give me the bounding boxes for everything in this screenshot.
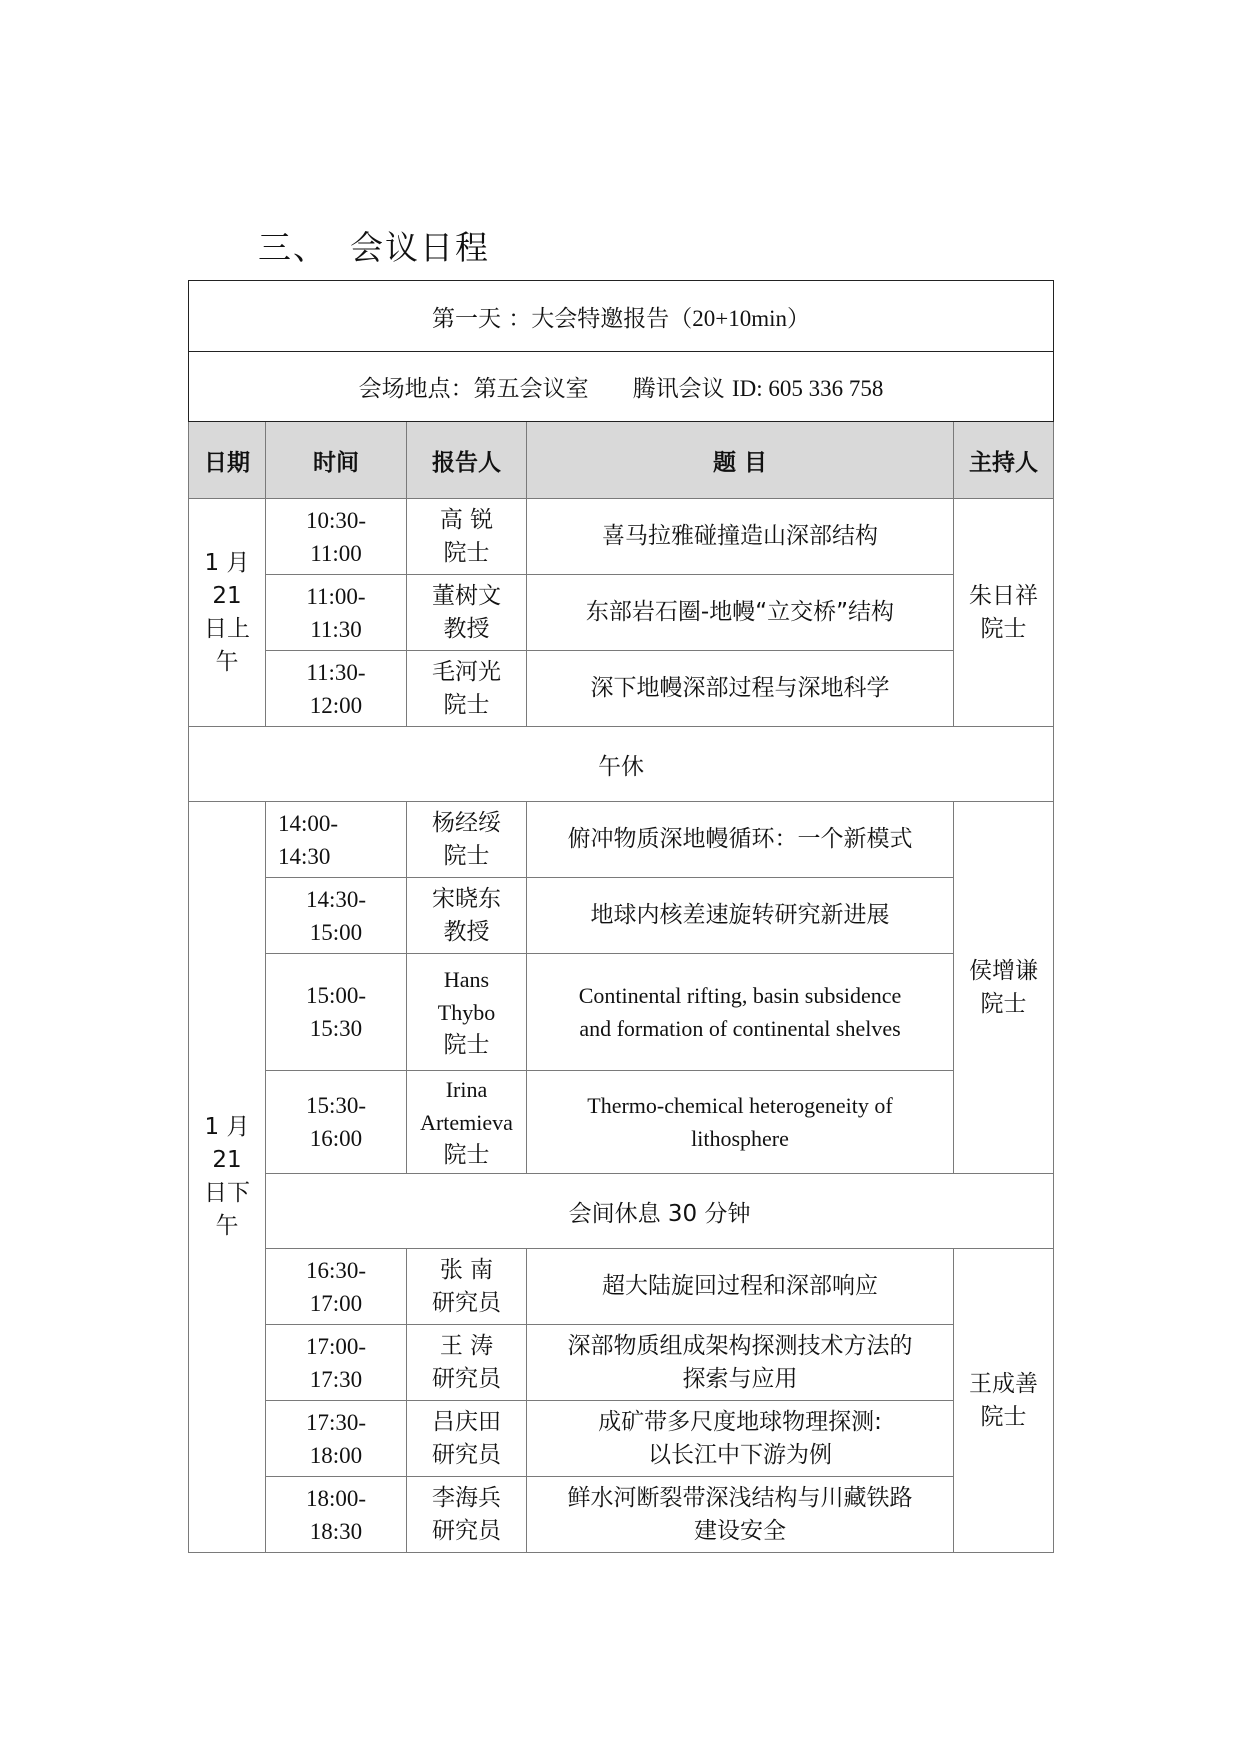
banner-venue-row: [189, 352, 1054, 422]
date-cell-line: 日上: [204, 615, 250, 642]
speaker-line: 院士: [443, 1031, 490, 1058]
host-cell-line: 朱日祥: [969, 582, 1038, 609]
session-topic: [527, 954, 954, 1071]
time-line: 14:30-: [305, 886, 367, 912]
topic-line: Thermo-chemical heterogeneity of: [587, 1093, 893, 1118]
section-number: 三、: [258, 228, 328, 267]
session-speaker: [407, 499, 527, 575]
venue-info: [189, 352, 1054, 422]
speaker-line: 院士: [443, 539, 490, 566]
session-topic: [527, 575, 954, 651]
session-speaker: [407, 651, 527, 727]
session-row: [189, 802, 1054, 878]
time-line: 17:00: [309, 1290, 363, 1316]
host-cell-line: 院士: [980, 990, 1027, 1017]
topic-line: and formation of continental shelves: [579, 1016, 901, 1041]
host-cell-line: 院士: [980, 1403, 1027, 1430]
topic-line: 地球内核差速旋转研究新进展: [590, 902, 890, 928]
session-topic: [527, 878, 954, 954]
speaker-line: 教授: [443, 918, 490, 945]
session-row: [189, 499, 1054, 575]
session-time: [266, 1325, 407, 1401]
session-time: [266, 499, 407, 575]
session-time: [266, 878, 407, 954]
host-cell: [954, 499, 1054, 727]
venue-label: 会场地点：第五会议室: [358, 376, 589, 402]
time-line: 17:30-: [305, 1409, 367, 1435]
session-topic: [527, 1401, 954, 1477]
time-line: 17:00-: [305, 1333, 367, 1359]
session-row: [189, 575, 1054, 651]
meeting-id: ID: 605 336 758: [731, 376, 884, 401]
header-host: 主持人: [954, 422, 1054, 499]
session-row: [189, 954, 1054, 1071]
topic-line: 探索与应用: [682, 1365, 798, 1392]
speaker-line: Irina: [445, 1076, 488, 1102]
speaker-line: 王 涛: [439, 1332, 494, 1359]
header-speaker: 报告人: [407, 422, 527, 499]
host-cell-line: 王成善: [969, 1370, 1038, 1397]
header-row: [189, 422, 1054, 499]
speaker-line: 院士: [443, 691, 490, 718]
session-time: [266, 1477, 407, 1553]
schedule-table: [188, 280, 1054, 1553]
session-speaker: [407, 802, 527, 878]
session-topic: [527, 651, 954, 727]
date-cell-line: 21: [212, 1147, 242, 1173]
session-time: [266, 1401, 407, 1477]
topic-line: 深部物质组成架构探测技术方法的: [567, 1332, 913, 1359]
time-line: 10:30-: [305, 507, 367, 533]
session-row: [189, 1325, 1054, 1401]
time-line: 11:30: [310, 616, 362, 642]
topic-line: 以长江中下游为例: [648, 1441, 832, 1468]
date-cell-line: 午: [215, 1213, 239, 1239]
date-cell: [189, 802, 266, 1553]
session-speaker: [407, 575, 527, 651]
day-title-text: 第一天 ：大会特邀报告（: [431, 305, 693, 332]
speaker-line: 教授: [443, 615, 490, 642]
session-topic: [527, 1325, 954, 1401]
host-cell-line: 侯增谦: [969, 957, 1038, 984]
speaker-line: 李海兵: [432, 1484, 501, 1511]
time-line: 14:30: [278, 843, 331, 869]
topic-line: 建设安全: [694, 1517, 786, 1544]
time-line: 11:30-: [306, 659, 366, 685]
speaker-line: 吕庆田: [432, 1408, 501, 1435]
speaker-line: 董树文: [432, 582, 501, 609]
speaker-line: 院士: [443, 842, 490, 869]
session-speaker: [407, 878, 527, 954]
session-time: [266, 1071, 407, 1174]
time-line: 18:00: [309, 1442, 363, 1468]
session-row: [189, 878, 1054, 954]
topic-line: 俯冲物质深地幔循环：一个新模式: [567, 826, 913, 852]
session-speaker: [407, 954, 527, 1071]
speaker-line: Artemieva: [420, 1109, 513, 1135]
session-topic: [527, 1477, 954, 1553]
session-topic: [527, 1249, 954, 1325]
session-row: [189, 1477, 1054, 1553]
speaker-line: 毛河光: [432, 658, 501, 685]
speaker-line: 院士: [443, 1141, 490, 1168]
time-line: 17:30: [309, 1366, 363, 1392]
mid-break-row: [189, 1174, 1054, 1249]
date-cell: [189, 499, 266, 727]
topic-line: 成矿带多尺度地球物理探测:: [598, 1408, 882, 1435]
topic-line: 喜马拉雅碰撞造山深部结构: [602, 523, 878, 549]
meeting-label: 腾讯会议: [632, 376, 725, 402]
day-title-close: ）: [787, 305, 811, 332]
time-line: 16:00: [309, 1126, 363, 1151]
speaker-line: 张 南: [439, 1256, 494, 1283]
session-row: [189, 651, 1054, 727]
header-topic: 题 目: [527, 422, 954, 499]
banner-day-row: [189, 281, 1054, 352]
header-time: 时间: [266, 422, 407, 499]
speaker-line: 高 锐: [439, 506, 494, 533]
lunch-break-row: [189, 727, 1054, 802]
section-title: [258, 222, 490, 269]
speaker-line: 研究员: [432, 1289, 501, 1316]
session-topic: [527, 1071, 954, 1174]
host-cell: [954, 802, 1054, 1174]
topic-line: 深下地幔深部过程与深地科学: [590, 675, 890, 701]
time-line: 14:00-: [278, 810, 339, 836]
session-row: [189, 1071, 1054, 1174]
session-speaker: [407, 1249, 527, 1325]
section-heading: 会议日程: [350, 228, 490, 267]
time-line: 18:00-: [305, 1485, 367, 1511]
time-line: 15:30: [309, 1016, 363, 1041]
lunch-break: 午休: [189, 727, 1054, 802]
date-cell-line: 日下: [204, 1180, 250, 1206]
session-time: [266, 575, 407, 651]
session-speaker: [407, 1325, 527, 1401]
day-title: [189, 281, 1054, 352]
topic-line: lithosphere: [691, 1126, 789, 1151]
session-time: [266, 954, 407, 1071]
session-time: [266, 1249, 407, 1325]
time-line: 15:30-: [305, 1093, 367, 1118]
session-topic: [527, 499, 954, 575]
time-line: 12:00: [309, 692, 363, 718]
date-cell-line: 1 月: [204, 549, 250, 576]
speaker-line: 研究员: [432, 1517, 501, 1544]
time-line: 11:00: [310, 540, 362, 566]
mid-break: 会间休息 30 分钟: [266, 1174, 1054, 1249]
session-row: [189, 1249, 1054, 1325]
session-topic: [527, 802, 954, 878]
date-cell-line: 1 月: [204, 1114, 250, 1140]
time-line: 16:30-: [305, 1257, 367, 1283]
speaker-line: 杨经绥: [432, 809, 501, 836]
session-speaker: [407, 1071, 527, 1174]
speaker-line: Hans: [443, 966, 490, 992]
session-time: [266, 651, 407, 727]
time-line: 18:30: [309, 1518, 363, 1544]
date-cell-line: 21: [212, 582, 242, 609]
host-cell: [954, 1249, 1054, 1553]
day-title-duration: 20+10min: [692, 305, 788, 331]
session-speaker: [407, 1401, 527, 1477]
speaker-line: 研究员: [432, 1441, 501, 1468]
header-date: 日期: [189, 422, 266, 499]
topic-line: 超大陆旋回过程和深部响应: [602, 1273, 878, 1299]
session-time: [266, 802, 407, 878]
host-cell-line: 院士: [980, 615, 1027, 642]
topic-line: 鲜水河断裂带深浅结构与川藏铁路: [567, 1484, 913, 1511]
topic-line: 东部岩石圈-地幔“立交桥”结构: [585, 599, 895, 625]
speaker-line: Thybo: [437, 999, 496, 1025]
topic-line: Continental rifting, basin subsidence: [578, 983, 902, 1008]
time-line: 15:00-: [305, 983, 367, 1008]
session-row: [189, 1401, 1054, 1477]
date-cell-line: 午: [215, 648, 239, 675]
time-line: 15:00: [309, 919, 363, 945]
session-speaker: [407, 1477, 527, 1553]
speaker-line: 宋晓东: [432, 885, 501, 912]
speaker-line: 研究员: [432, 1365, 501, 1392]
time-line: 11:00-: [306, 583, 366, 609]
